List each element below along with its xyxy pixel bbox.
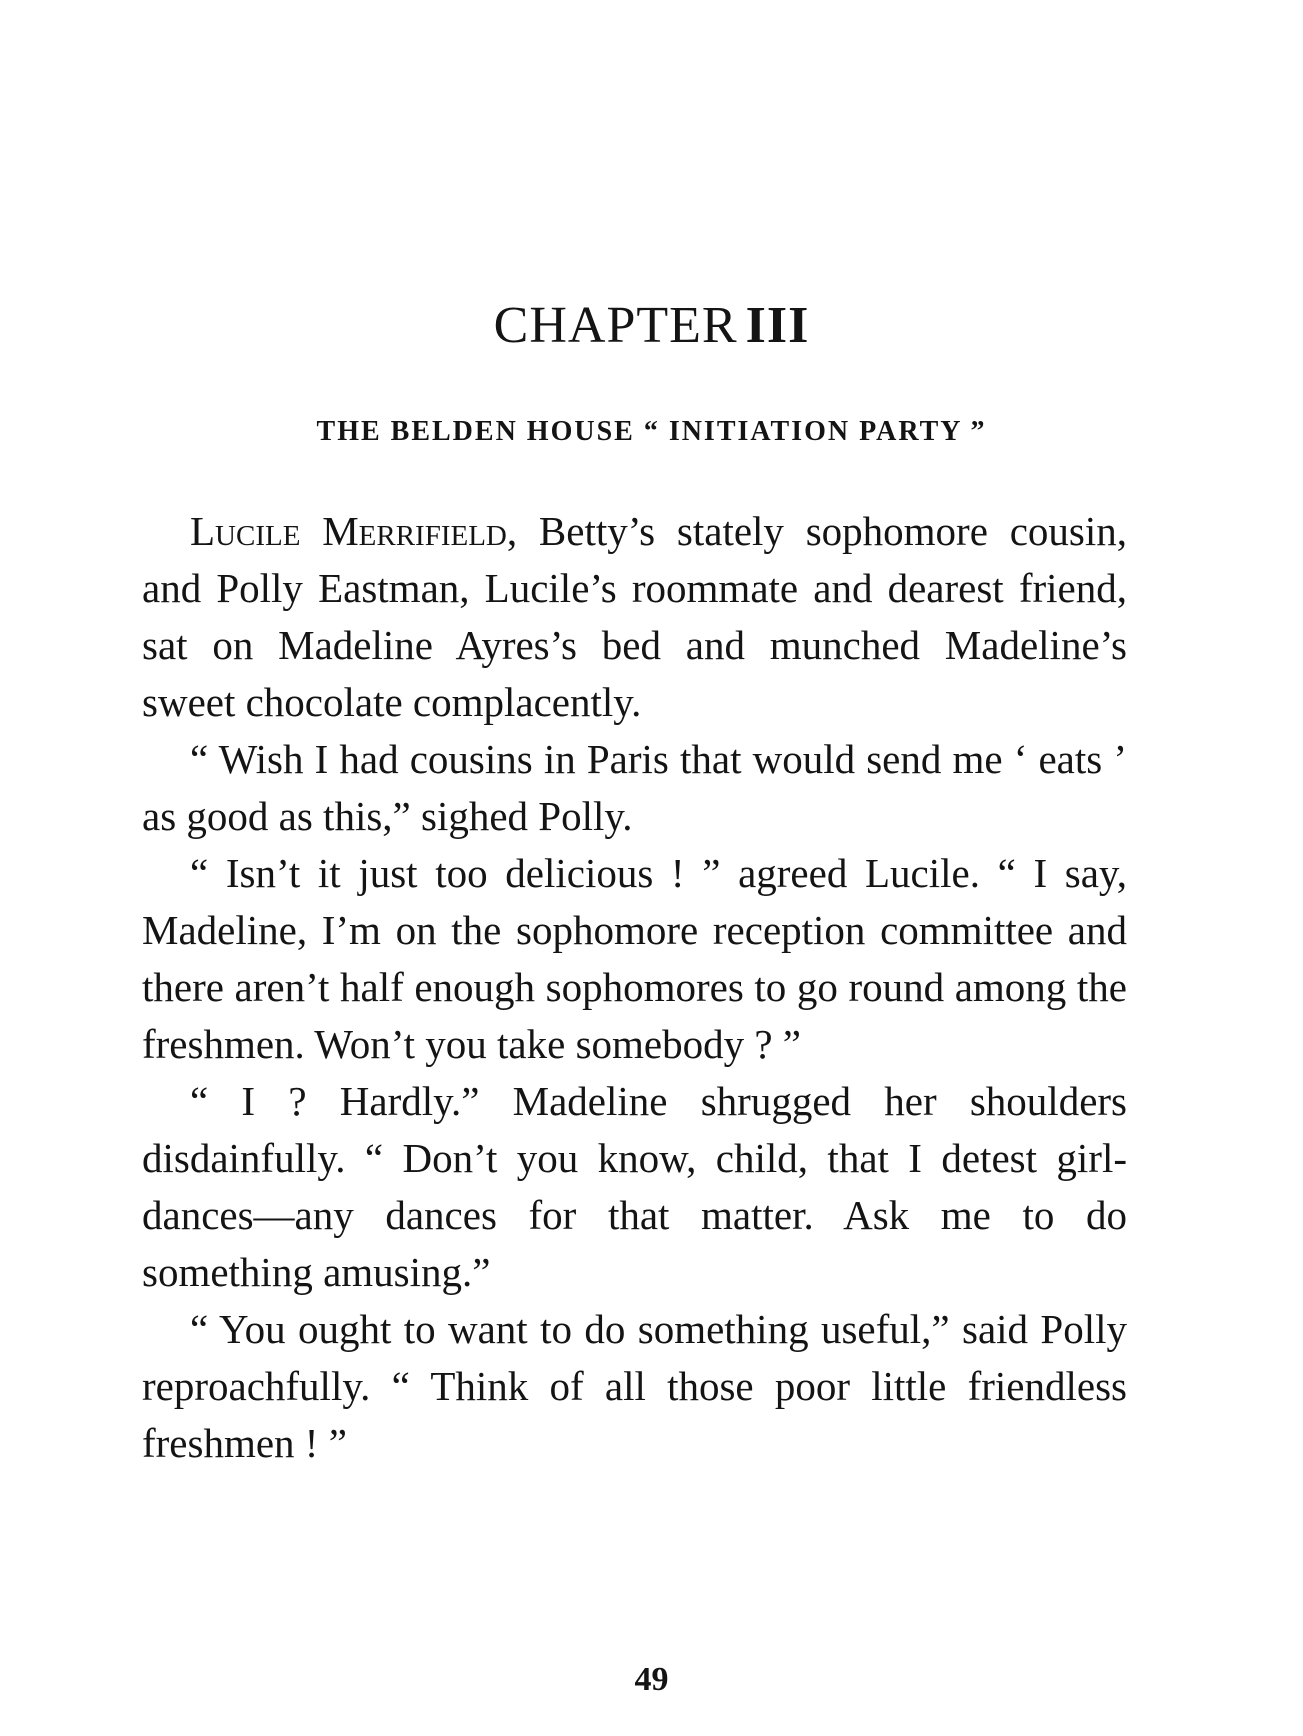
chapter-label: CHAPTER bbox=[493, 297, 738, 354]
chapter-subtitle: THE BELDEN HOUSE “ INITIATION PARTY ” bbox=[316, 416, 987, 447]
paragraph-4: “ I ? Hardly.” Madeline shrugged her shoulders disdainfully. “ Don’t you know, child, that I detest girl-dances—any dances for that matter. Ask me to do something amusing.” bbox=[142, 1078, 1127, 1295]
paragraph-1-text: , Betty’s stately sophomore cousin, and Polly Eastman, Lucile’s roommate and dearest friend, sat on Madeline Ayres’s bed and munched Madeline’s sweet chocolate complacently. bbox=[142, 508, 1127, 725]
paragraph-3: “ Isn’t it just too delicious ! ” agreed Lucile. “ I say, Madeline, I’m on the sophomore reception committee and there aren’t half enough sophomores to go round among the freshmen. Won’t you take somebody ? ” bbox=[142, 850, 1127, 1067]
paragraph-5: “ You ought to want to do something useful,” said Polly reproachfully. “ Think of all those poor little friendless freshmen ! ” bbox=[142, 1306, 1127, 1466]
paragraph-lead-caps: Lucile Merrifield bbox=[190, 508, 507, 554]
chapter-heading bbox=[0, 296, 1303, 356]
paragraph-2: “ Wish I had cousins in Paris that would send me ‘ eats ’ as good as this,” sighed Polly. bbox=[142, 736, 1127, 839]
page-number: 49 bbox=[634, 1661, 669, 1698]
chapter-number: III bbox=[745, 297, 810, 354]
paragraph-1 bbox=[142, 503, 1127, 731]
body-text bbox=[142, 503, 1127, 1472]
